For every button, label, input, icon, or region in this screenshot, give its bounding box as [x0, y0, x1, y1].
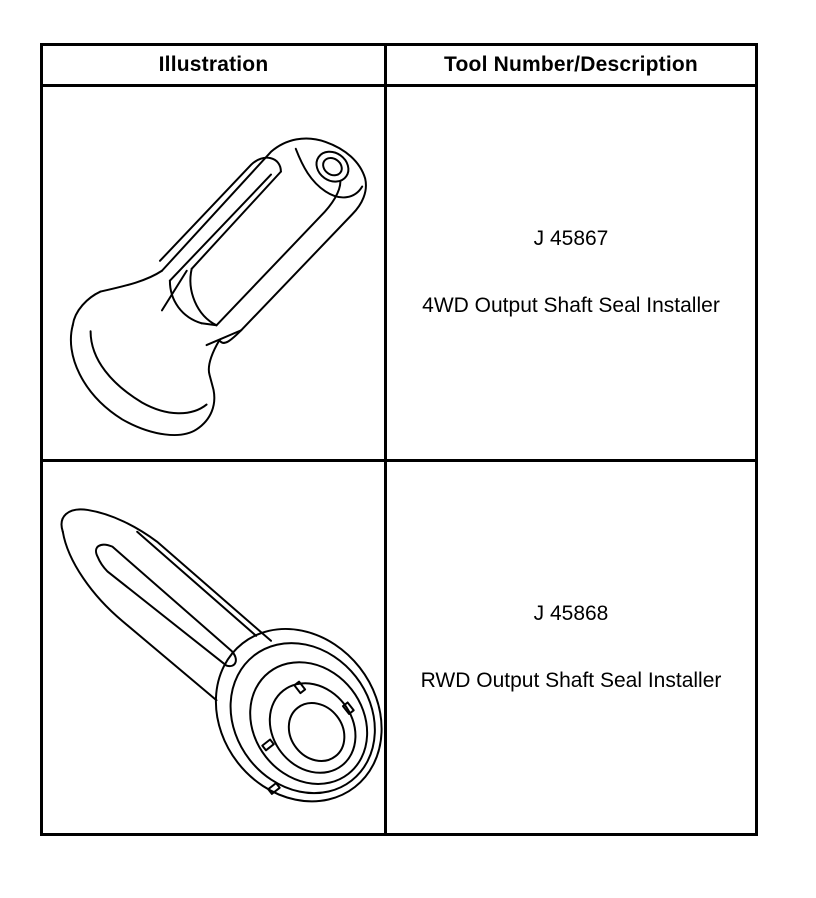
- header-tool-number-description: Tool Number/Description: [386, 45, 757, 86]
- header-row: [42, 45, 757, 86]
- tool-number: J 45868: [533, 601, 609, 625]
- tool-description: 4WD Output Shaft Seal Installer: [422, 294, 720, 318]
- seal-installer-rwd-icon: [43, 462, 384, 833]
- table-row: [42, 460, 757, 834]
- tool-number: J 45867: [533, 227, 609, 251]
- tool-description: RWD Output Shaft Seal Installer: [420, 668, 722, 692]
- tool-description-cell: [386, 460, 757, 834]
- seal-installer-4wd-icon: [43, 87, 384, 458]
- tool-description-cell: [386, 86, 757, 460]
- table-row: [42, 86, 757, 460]
- tool-table: [40, 43, 758, 836]
- illustration-cell: [42, 86, 386, 460]
- illustration-cell: [42, 460, 386, 834]
- header-illustration: Illustration: [42, 45, 386, 86]
